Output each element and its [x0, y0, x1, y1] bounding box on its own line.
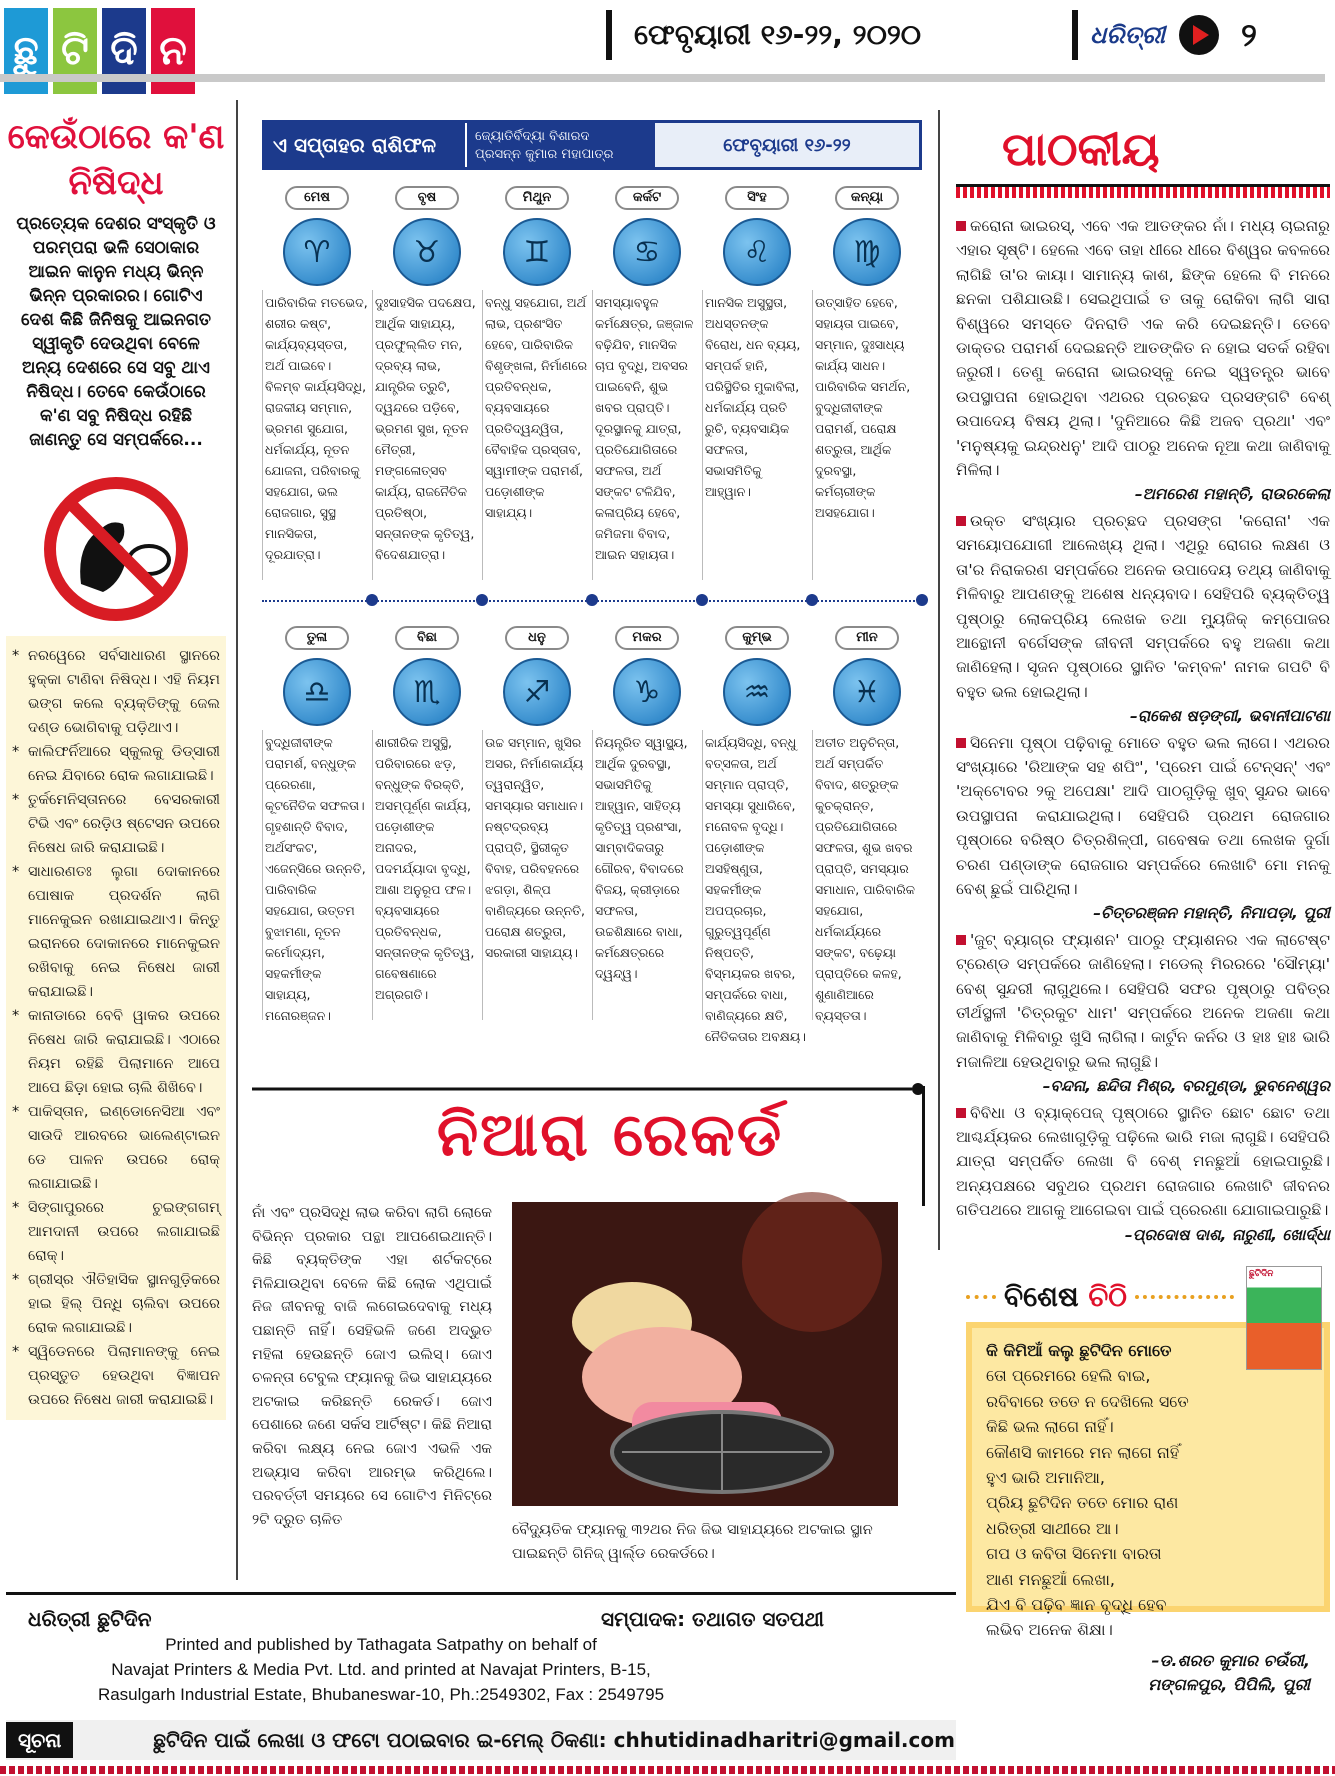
horoscope-section [262, 120, 922, 1080]
divider-dot [806, 594, 818, 606]
thumbnail-label: ଛୁଟିଦିନ [1249, 1269, 1274, 1279]
logo-tile-2: ଟି [53, 8, 97, 94]
poem-line: ପ୍ରିୟ ଛୁଟିଦିନ ତତେ ମୋର ରାଣ [986, 1493, 1179, 1513]
sign-name: ସିଂହ [725, 186, 789, 210]
sign-6 [812, 182, 922, 580]
sign-prediction: ନିୟନ୍ତ୍ରିତ ସ୍ୱାସ୍ଥ୍ୟ, ଆର୍ଥିକ ଦୁରବସ୍ଥା, ସଭାସମିତିକୁ ଆହ୍ୱାନ, ସାହିତ୍ୟ କୃତିତ୍ୱ ପ୍ରଶଂସା, ସାମ୍ବାଦିକତାରୁ ଗୌରବ, ବିବାଦରେ ବିଜୟ, କ୍ରୀଡ଼ାରେ ସଫଳତା, ଉଚ୍ଚଶିକ୍ଷାରେ ବାଧା, କର୍ମକ୍ଷେତ୍ରରେ ଦ୍ୱନ୍ଦ୍ୱ। [592, 730, 702, 1020]
sign-2 [372, 182, 482, 580]
sign-name: କୁମ୍ଭ [725, 626, 789, 650]
sign-name: ବୃଷ [395, 186, 459, 210]
letter-text: ବିବିଧା ଓ ବ୍ୟାକ୍‌ପେଜ୍ ପୃଷ୍ଠାରେ ସ୍ଥାନିତ ଛୋଟ ଛୋଟ ତଥା ଆଶ୍ଚର୍ଯ୍ୟକର ଲେଖାଗୁଡ଼ିକୁ ପଢ଼ିଲେ ଭାରି ମଜା ଲାଗୁଛି। ସେହିପରି ଯାତ୍ରା ସମ୍ପର୍କିତ ଲେଖା ବି ବେଶ୍ ମନଛୁଆଁ ହୋଇପାରୁଛି। ଅନ୍ୟପକ୍ଷରେ ସବୁଥର ପ୍ରଥମ ରୋଜଗାର ଲେଖାଟି ଜୀବନର ଗତିପଥରେ ଆଗକୁ ଆଗେଇବା ପାଇଁ ପ୍ରେରଣା ଯୋଗାଇପାରୁଛି। [956, 1103, 1330, 1220]
sign-7 [262, 622, 372, 1023]
sig-line-1: –ଡ.ଶରତ କୁମାର ଚଉଁରୀ, [1151, 1650, 1310, 1670]
letter [956, 214, 1330, 507]
sign-10 [592, 622, 702, 1020]
record-caption: ବୈଦ୍ୟୁତିକ ଫ୍ୟାନକୁ ୩୨ଥର ନିଜ ଜିଭ ସାହାଯ୍ୟରେ ଅଟକାଇ ସ୍ଥାନ ପାଇଛନ୍ତି ଗିନିଜ୍ ୱାର୍ଲ୍ଡ ରେକର୍ଡରେ। [512, 1522, 873, 1562]
horoscope-author [465, 123, 655, 167]
sign-name: ମେଷ [285, 186, 349, 210]
poem [986, 1338, 1310, 1643]
list-item: * ତୁର୍କମେନିସ୍ତାନରେ ବେସରକାରୀ ଟିଭି ଏବଂ ରେଡ଼ିଓ ଷ୍ଟେସନ ଉପରେ ନିଷେଧ ଜାରି କରାଯାଇଛି। [12, 788, 220, 860]
record-frame-right [922, 1086, 925, 1206]
poem-line: କିଛି ଭଲ ଲାଗେ ନାହିଁ। [986, 1417, 1114, 1437]
title-a: ବିଶେଷ [1004, 1280, 1079, 1313]
sign-name: ବିଛା [395, 626, 459, 650]
poem-signature [986, 1649, 1310, 1697]
zodiac-icon: ♉ [393, 218, 461, 286]
zodiac-icon: ♋ [613, 218, 681, 286]
sign-name: ତୁଳା [285, 626, 349, 650]
title-b: ଚିଠି [1088, 1280, 1127, 1313]
logo-tile-4: ନ [151, 8, 195, 94]
print-line: Printed and published by Tathagata Satpathy on behalf of [165, 1635, 597, 1654]
list-item: * ସ୍ୱିଡେନରେ ପିଲାମାନଙ୍କୁ ନେଇ ପ୍ରସ୍ତୁତ ହେଉଥିବା ବିଜ୍ଞାପନ ଉପରେ ନିଷେଧ ଜାରୀ କରାଯାଇଛି। [12, 1340, 220, 1412]
list-item: * ନରୱେରେ ସର୍ବସାଧାରଣ ସ୍ଥାନରେ ହୁକ୍କା ଟାଣିବା ନିଷିଦ୍ଧ। ଏହି ନିୟମ ଭଙ୍ଗ କଲେ ବ୍ୟକ୍ତିଙ୍କୁ ଜେଲ ଦଣ୍ଡ ଭୋଗିବାକୁ ପଡ଼ିଥାଏ। [12, 644, 220, 740]
sign-4 [592, 182, 702, 580]
zodiac-icon: ♍ [833, 218, 901, 286]
left-column [6, 100, 226, 1578]
dotted-divider [262, 588, 922, 614]
horoscope-title: ଏ ସପ୍ତାହର ରାଶିଫଳ [265, 123, 465, 167]
imprint [6, 1592, 956, 1704]
list-item: * ଗ୍ରୀସ୍‌ର ଐତିହାସିକ ସ୍ଥାନଗୁଡ଼ିକରେ ହାଇ ହିଲ୍ ପିନ୍ଧି ଚାଲିବା ଉପରେ ରୋକ ଲଗାଯାଇଛି। [12, 1268, 220, 1340]
sign-prediction: ଉଚ୍ଚ ସମ୍ମାନ, ଖୁସିର ଅସର, ନିର୍ମାଣକାର୍ଯ୍ୟ ତ୍ୱରାନ୍ୱିତ, ସମସ୍ୟାର ସମାଧାନ। ନଷ୍ଟଦ୍ରବ୍ୟ ପ୍ରାପ୍ତି, ସ୍ଥିରୀକୃତ ବିବାହ, ପରିବହନରେ ଝଗଡ଼ା, ଶିଳ୍ପ ବାଣିଜ୍ୟରେ ଉନ୍ନତି, ପରୋକ୍ଷ ଶତ୍ରୁତା, ସରକାରୀ ସାହାଯ୍ୟ। [482, 730, 592, 1020]
letter-signature: –ରାକେଶ ଷଡ଼ଙ୍ଗୀ, ଭବାନୀପାଟଣା [1129, 707, 1330, 726]
sign-prediction: ପାରିବାରିକ ମତଭେଦ, ଶରୀର କଷ୍ଟ, କାର୍ଯ୍ୟବ୍ୟସ୍ତତା, ଅର୍ଥ ପାଇବେ। ବିଳମ୍ବ କାର୍ଯ୍ୟସିଦ୍ଧି, ରାଜକୀୟ ସମ୍ମାନ, ଭ୍ରମଣ ସୁଯୋଗ, ଧର୍ମକାର୍ଯ୍ୟ, ନୂତନ ଯୋଜନା, ପରିବାରକୁ ସହଯୋଗ, ଭଲ ରୋଜଗାର, ସୁସ୍ଥ ମାନସିକତା, ଦୂରଯାତ୍ରା। [262, 290, 372, 580]
letter-signature: –ଚିତ୍ତରଞ୍ଜନ ମହାନ୍ତି, ନିମାପଡ଼ା, ପୁରୀ [1093, 904, 1330, 923]
sign-9 [482, 622, 592, 1020]
print-line: Rasulgarh Industrial Estate, Bhubaneswar-10, Ph.:2549302, Fax : 2549795 [97, 1685, 665, 1704]
magazine-thumbnail [1246, 1266, 1322, 1370]
notice-bar [6, 1720, 956, 1760]
zodiac-icon: ♊ [503, 218, 571, 286]
page-number: ୨ [1240, 15, 1257, 54]
zodiac-icon: ♎ [283, 658, 351, 726]
record-photo [512, 1202, 898, 1506]
sign-3 [482, 182, 592, 580]
list-item: * ପାକିସ୍ତାନ, ଇଣ୍ଡୋନେସିଆ ଏବଂ ସାଉଦି ଆରବରେ ଭାଲେଣ୍ଟାଇନ ଡେ ପାଳନ ଉପରେ ରୋକ୍ ଲଗାଯାଇଛି। [12, 1100, 220, 1196]
pathak-headline: ପାଠକୀୟ [1002, 122, 1160, 176]
print-line: Navajat Printers & Media Pvt. Ltd. and printed at Navajat Printers, B-15, [111, 1660, 651, 1679]
letter [956, 509, 1330, 729]
zodiac-icon: ♑ [613, 658, 681, 726]
horoscope-dates: ଫେବୃୟାରୀ ୧୬-୨୨ [655, 123, 919, 167]
sign-11 [702, 622, 812, 1044]
sign-prediction: ଅତୀତ ଅନୁଚିନ୍ତା, ଅର୍ଥ ସମ୍ପର୍କିତ ବିବାଦ, ଶତ୍ରୁଙ୍କ କୁଚକ୍ରାନ୍ତ, ପ୍ରତିଯୋଗିତାରେ ସଫଳତା, ଶୁଭ ଖବର ପ୍ରାପ୍ତି, ସମସ୍ୟାର ସମାଧାନ, ପାରିବାରିକ ସହଯୋଗ, ଧର୍ମକାର୍ଯ୍ୟରେ ସଙ୍କଟ, ବଢ଼େୟା ପ୍ରାପ୍ତିରେ କଳହ, ଶୁଣାଣିଆରେ ବ୍ୟସ୍ତତା। [812, 730, 922, 1020]
letter-text: ସିନେମା ପୃଷ୍ଠା ପଢ଼ିବାକୁ ମୋତେ ବହୁତ ଭଲ ଲାଗେ। ଏଥରର ସଂଖ୍ୟାରେ 'ରିଆଙ୍କ ସହ ଶପିଂ', 'ପ୍ରେମ ପାଇଁ ଟେନ୍‌ସନ୍' ଏବଂ 'ଅକ୍ଟୋବର ୨କୁ ଅପେକ୍ଷା' ଆଦି ପାଠଗୁଡ଼ିକୁ ଖୁବ୍ ସୁନ୍ଦର ଭାବେ ଉପସ୍ଥାପନା କରାଯାଇଥିଲା। ସେହିପରି ପ୍ରଥମ ରୋଜଗାର ପୃଷ୍ଠାରେ ବରିଷ୍ଠ ଚିତ୍ରଶିଳ୍ପୀ, ଗବେଷକ ତଥା ଲେଖକ ଦୁର୍ଗା ଚରଣ ପଣ୍ଡାଙ୍କ ରୋଜଗାର ସମ୍ପର୍କରେ ଲେଖାଟି ମୋ ମନକୁ ବେଶ୍ ଛୁଇଁ ପାରିଥିଲା। [956, 733, 1330, 898]
special-letter [966, 1269, 1330, 1694]
notice-label: ସୂଚନା [6, 1722, 73, 1758]
sign-prediction: ବୁଦ୍ଧିଜୀବୀଙ୍କ ପରାମର୍ଶ, ବନ୍ଧୁଙ୍କ ପ୍ରେରଣା, କୂଟନୈତିକ ସଫଳତା। ଗୃହଶାନ୍ତି ବିବାଦ, ଅର୍ଥସଂକଟ, ଏଜେନ୍ସିରେ ଉନ୍ନତି, ପାରିବାରିକ ସହଯୋଗ, ଉତ୍ତମ ବୁଝାମଣା, ନୂତନ କର୍ମୋଦ୍ୟମ, ସହକର୍ମୀଙ୍କ ସାହାଯ୍ୟ, ମନୋରଞ୍ଜନ। [262, 730, 372, 1020]
sign-prediction: ବନ୍ଧୁ ସହଯୋଗ, ଅର୍ଥ ଲାଭ, ପ୍ରଶଂସିତ ହେବେ, ପାରିବାରିକ ବିଶୃଙ୍ଖଳା, ନିର୍ମାଣରେ ପ୍ରତିବନ୍ଧକ, ବ୍ୟବସାୟରେ ପ୍ରତିଦ୍ୱନ୍ଦ୍ୱିତା, ବୈବାହିକ ପ୍ରସ୍ତାବ, ସ୍ୱାମୀଙ୍କ ପରାମର୍ଶ, ପଡ଼ୋଶୀଙ୍କ ସାହାଯ୍ୟ। [482, 290, 592, 580]
column-divider [236, 100, 238, 1580]
sign-name: କର୍କଟ [615, 186, 679, 210]
horoscope-header [262, 120, 922, 170]
pathak-rule [956, 184, 1330, 198]
letter-signature: –ବନ୍ଦନା, ଛନ୍ଦିତା ମିଶ୍ର, ବରମୁଣ୍ଡା, ଭୁବନେଶ୍ୱର [1042, 1077, 1330, 1096]
sign-12 [812, 622, 922, 1023]
poem-line: ଆଣ ମନଛୁଆଁ ଲେଖା, [986, 1569, 1116, 1589]
divider-dot [476, 594, 488, 606]
author-line-2: ପ୍ରସନ୍ନ କୁମାର ମହାପାତ୍ର [475, 147, 614, 162]
bottom-rule [0, 1766, 1335, 1774]
record-frame [252, 1080, 928, 1092]
sign-row-1 [262, 182, 922, 580]
brand-block [1072, 10, 1332, 60]
list-item: * ସାଧାରଣତଃ ଲୁଗା ଦୋକାନରେ ପୋଷାକ ପ୍ରଦର୍ଶନ ଲାଗି ମାନେକୁଇନ ରଖାଯାଇଥାଏ। କିନ୍ତୁ ଇରାନରେ ଦୋକାନରେ ମାନେକୁଇନ ରଖିବାକୁ ନେଇ ନିଷେଧ ଜାରୀ କରାଯାଇଛି। [12, 860, 220, 1004]
sign-name: ମିଥୁନ [505, 186, 569, 210]
divider-dot [916, 594, 928, 606]
list-item: * କାନାଡାରେ ବେବି ୱାକର ଉପରେ ନିଷେଧ ଜାରି କରାଯାଇଛି। ଏଠାରେ ନିୟମ ରହିଛି ପିଲାମାନେ ଆପେ ଆପେ ଛିଡ଼ା ହୋଇ ଚାଲି ଶିଖିବେ। [12, 1004, 220, 1100]
zodiac-icon: ♓ [833, 658, 901, 726]
letters-list [956, 214, 1330, 1247]
sign-prediction: ଉତ୍ସାହିତ ହେବେ, ସହାୟତା ପାଇବେ, ସମ୍ମାନ, ଦୁଃସାଧ୍ୟ କାର୍ଯ୍ୟ ସାଧନ। ପାରିବାରିକ ସମର୍ଥନ, ବୁଦ୍ଧିଜୀବୀଙ୍କ ପରାମର୍ଶ, ପରୋକ୍ଷ ଶତ୍ରୁତା, ଆର୍ଥିକ ଦୁରବସ୍ଥା, କର୍ମଚାରୀଙ୍କ ଅସହଯୋଗ। [812, 290, 922, 580]
poem-line: ତୋ ପ୍ରେମରେ ହେଲି ବାଇ, [986, 1366, 1151, 1386]
poem-line: କି କିମିଆଁ କଲୁ ଛୁଟିଦିନ ମୋତେ [986, 1341, 1172, 1360]
letter-text: 'ଜୁଟ୍ ବ୍ୟାଗ୍‌ର ଫ୍ୟାଶନ' ପାଠରୁ ଫ୍ୟାଶନର ଏକ ଲାଟେଷ୍ଟ ଟ୍ରେଣ୍ଡ ସମ୍ପର୍କରେ ଜାଣିହେଲା। ମଡେଲ୍ ମିରରରେ 'ସୌମ୍ୟା' ବେଶ୍ ସୁନ୍ଦରୀ ଲାଗୁଥିଲେ। ସେହିପରି ସଫର ପୃଷ୍ଠାରୁ ପବିତ୍ର ତୀର୍ଥସ୍ଥଳୀ 'ଚିତ୍ରକୁଟ ଧାମ' ସମ୍ପର୍କରେ ଅନେକ ଅଜଣା କଥା ଜାଣିବାକୁ ମିଳିବାରୁ ଖୁସି ଲାଗିଲା। କାର୍ଟୁନ କର୍ନର ଓ ହାଃ ହାଃ ଭାରି ମଜାଳିଆ ହେଉଥିବାରୁ ଭଲ ଲାଗୁଛି। [956, 930, 1330, 1071]
sign-prediction: ଦୁଃସାହସିକ ପଦକ୍ଷେପ, ଆର୍ଥିକ ସାହାଯ୍ୟ, ପ୍ରଫୁଲ୍ଲିତ ମନ, ଦ୍ରବ୍ୟ ଲାଭ, ଯାନ୍ତ୍ରିକ ତ୍ରୁଟି, ଦ୍ୱନ୍ଦରେ ପଡ଼ିବେ, ଭ୍ରମଣ ସୁଖ, ନୂତନ ମୈତ୍ରୀ, ମଙ୍ଗଳୋତ୍ସବ କାର୍ଯ୍ୟ, ରାଜନୈତିକ ପ୍ରତିଷ୍ଠା, ସନ୍ତାନଙ୍କ କୃତିତ୍ୱ, ବିଦେଶଯାତ୍ରା। [372, 290, 482, 580]
sign-prediction: ମାନସିକ ଅସୁସ୍ଥତା, ଅଧସ୍ତନଙ୍କ ବିରୋଧ, ଧନ ବ୍ୟୟ, ସମ୍ପର୍କ ହାନି, ପରିସ୍ଥିତିର ମୁକାବିଲା, ଧର୍ମକାର୍ଯ୍ୟ ପ୍ରତି ରୁଚି, ବ୍ୟବସାୟିକ ସଫଳତା, ସଭାସମିତିକୁ ଆହ୍ୱାନ। [702, 290, 812, 580]
list-item: * ସିଙ୍ଗାପୁରରେ ଚୁଇଙ୍ଗଗମ୍ ଆମଦାନୀ ଉପରେ ଲଗାଯାଇଛି ରୋକ୍। [12, 1196, 220, 1268]
brand-name: ଧରିତ୍ରୀ [1090, 21, 1165, 49]
special-letter-title [996, 1280, 1135, 1314]
poem-line: କୌଣସି କାମରେ ମନ ଲାଗେ ନାହିଁ [986, 1442, 1180, 1462]
top-rule [0, 74, 1325, 82]
divider-dot [366, 594, 378, 606]
sign-8 [372, 622, 482, 1020]
editor-name: ସମ୍ପାଦକ: ତଥାଗତ ସତପଥୀ [601, 1607, 824, 1631]
list-item: * କାଲିଫର୍ନିଆରେ ସ୍କୁଲକୁ ଡିଡ୍‌ସାରୀ ନେଇ ଯିବାରେ ରୋକ ଲଗାଯାଇଛି। [12, 740, 220, 788]
play-icon [1179, 15, 1219, 55]
sign-prediction: କାର୍ଯ୍ୟସିଦ୍ଧି, ବନ୍ଧୁ ବତ୍ସଳତା, ଅର୍ଥ ସମ୍ମାନ ପ୍ରାପ୍ତି, ସମସ୍ୟା ସୁଧାରିବେ, ମନୋବଳ ବୃଦ୍ଧି। ପଡ଼ୋଶୀଙ୍କ ଅସହିଷ୍ଣୁତା, ସହକର୍ମୀଙ୍କ ଅପପ୍ରଚାର, ଗୁରୁତ୍ୱପୂର୍ଣ୍ଣ ନିଷ୍ପତ୍ତି, ବିସ୍ମୟକର ଖବର, ସମ୍ପର୍କରେ ବାଧା, ବାଣିଜ୍ୟରେ କ୍ଷତି, ନୈତିକତାର ଅବକ୍ଷୟ। [702, 730, 812, 1020]
letter [956, 731, 1330, 926]
zodiac-icon: ♈ [283, 218, 351, 286]
record-body: ନାଁ ଏବଂ ପ୍ରସିଦ୍ଧି ଲାଭ କରିବା ଲାଗି ଲୋକେ ବିଭିନ୍ନ ପ୍ରକାର ପନ୍ଥା ଆପଣେଇଥାନ୍ତି। କିଛି ବ୍ୟକ୍ତିଙ୍କ ଏହା ଶର୍ଟକଟ୍‌ରେ ମିଳିଯାଉଥିବା ବେଳେ କିଛି ଲୋକ ଏଥିପାଇଁ ନିଜ ଜୀବନକୁ ବାଜି ଲଗେଇଦେବାକୁ ମଧ୍ୟ ପଛାନ୍ତି ନାହିଁ। ସେହିଭଳି ଜଣେ ଅଦ୍ଭୁତ ମହିଳା ହେଉଛନ୍ତି ଜୋଏ ଇଲିସ୍। ଜୋଏ ଚଳନ୍ତା ଟେବୁଲ ଫ୍ୟାନକୁ ଜିଭ ସାହାଯ୍ୟରେ ଅଟକାଇ କରିଛନ୍ତି ରେକର୍ଡ। ଜୋଏ ପେଶାରେ ଜଣେ ସର୍କସ ଆର୍ଟିଷ୍ଟ। କିଛି ନିଆରା କରିବା ଲକ୍ଷ୍ୟ ନେଇ ଜୋଏ ଏଭଳି ଏକ ଅଭ୍ୟାସ କରିବା ଆରମ୍ଭ କରିଥିଲେ। ପରବର୍ତ୍ତୀ ସମୟରେ ସେ ଗୋଟିଏ ମିନିଟ୍‌ରେ ୨ଟି ଦ୍ରୁତ ଚାଳିତ [252, 1205, 492, 1528]
sign-name: ଧନୁ [505, 626, 569, 650]
zodiac-icon: ♐ [503, 658, 571, 726]
sign-name: ମକର [615, 626, 679, 650]
letter-text: ଉକ୍ତ ସଂଖ୍ୟାର ପ୍ରଚ୍ଛଦ ପ୍ରସଙ୍ଗ 'କରୋନା' ଏକ ସମୟୋପଯୋଗୀ ଆଲେଖ୍ୟ ଥିଲା। ଏଥିରୁ ରୋଗର ଲକ୍ଷଣ ଓ ତା'ର ନିରାକରଣ ସମ୍ପର୍କରେ ଅନେକ ଉପାଦେୟ ତଥ୍ୟ ଜାଣିବାକୁ ମିଳିବାରୁ ଆପଣଙ୍କୁ ଅଶେଷ ଧନ୍ୟବାଦ। ସେହିପରି ବ୍ୟକ୍ତିତ୍ୱ ପୃଷ୍ଠାରୁ ଲୋକପ୍ରିୟ ଲେଖକ ତଥା ମ୍ୟୁଜିକ୍ କମ୍ପୋଜର ଆନ୍ଥୋନୀ ବର୍ଗେସଙ୍କ ଜୀବନୀ ସମ୍ପର୍କରେ ବହୁ ଅଜଣା କଥା ଜାଣିହେଲା। ସୃଜନ ପୃଷ୍ଠାରେ ସ୍ଥାନିତ 'କମ୍ବଳ' ନାମକ ଗପଟି ବି ବହୁତ ଭଲ ହୋଇଥିଲା। [956, 511, 1330, 701]
letter-text: କରୋନା ଭାଇରସ୍, ଏବେ ଏକ ଆତଙ୍କର ନାଁ। ମଧ୍ୟ ଚାଇନାରୁ ଏହାର ସୃଷ୍ଟି। ହେଲେ ଏବେ ତାହା ଧୀରେ ଧୀରେ ବିଶ୍ୱର କବଳରେ ଲାଗିଛି ତା'ର କାୟା। ସାମାନ୍ୟ କାଶ, ଛିଙ୍କ ହେଲେ ବି ମନରେ ଛନକା ପଶିଯାଉଛି। ସେଇଥିପାଇଁ ତ ତାକୁ ରୋକିବା ଲାଗି ସାରା ବିଶ୍ୱରେ ସମସ୍ତେ ଦିନରାତି ଏକ କରି ଦେଇଛନ୍ତି। ତେବେ ଡାକ୍ତର ପରାମର୍ଶ ଦେଇଛନ୍ତି ଆତଙ୍କିତ ନ ହୋଇ ସତର୍କ ରହିବା ଜରୁରୀ। ତେଣୁ କରୋନା ଭାଇରସ୍‌କୁ ନେଇ ସ୍ୱତନ୍ତ୍ର ଭାବେ ଉପସ୍ଥାପନା ହୋଇଥିବା ଏଥରର ପ୍ରଚ୍ଛଦ ପ୍ରସଙ୍ଗଟି ବେଶ୍ ଉପାଦେୟ ବିଷୟ ଥିଲା। 'ଦୁନିଆରେ କିଛି ଅଜବ ପ୍ରଥା' ଏବଂ 'ମନୁଷ୍ୟକୁ ଇନ୍ଦ୍ରଧନୁ' ଆଦି ପାଠରୁ ଅନେକ ନୂଆ କଥା ଜାଣିବାକୁ ମିଳିଲା। [956, 217, 1330, 480]
left-headline: କେଉଁଠାରେ କ'ଣ ନିଷିଦ୍ଧ [7, 117, 225, 203]
letters-column [956, 114, 1330, 1249]
letter [956, 928, 1330, 1099]
banned-list [6, 636, 226, 1420]
record-headline: ନିଆରା ରେକର୍ଡ [436, 1100, 784, 1170]
column-divider [938, 110, 940, 1250]
zodiac-icon: ♒ [723, 658, 791, 726]
sign-prediction: ସମସ୍ୟାବହୁଳ କର୍ମକ୍ଷେତ୍ର, ଜଞ୍ଜାଳ ବଢ଼ିଯିବ, ମାନସିକ ଚାପ ବୃଦ୍ଧି, ଅବସର ପାଇବେନି, ଶୁଭ ଖବର ପ୍ରାପ୍ତି। ଦୂରସ୍ଥାନକୁ ଯାତ୍ରା, ପ୍ରତିଯୋଗିତାରେ ସଫଳତା, ଅର୍ଥ ସଙ୍କଟ ଟଳିଯିବ, କଳାପ୍ରିୟ ହେବେ, ଜମିଜମା ବିବାଦ, ଆଇନ ସହାୟତା। [592, 290, 702, 580]
divider-dot [586, 594, 598, 606]
poem-line: ଯିଏ ବି ପଢ଼ିବ ଜ୍ଞାନ ବୃଦ୍ଧି ହେବ [986, 1595, 1167, 1615]
divider-dot [696, 594, 708, 606]
letter [956, 1101, 1330, 1247]
sign-row-2 [262, 622, 922, 1044]
sign-5 [702, 182, 812, 580]
notice-email[interactable]: ଛୁଟିଦିନ ପାଇଁ ଲେଖା ଓ ଫଟୋ ପଠାଇବାର ଇ-ମେଲ୍ ଠିକଣା: chhutidinadharitri@gmail.com [153, 1728, 955, 1752]
paper-name: ଧରିତ୍ରୀ ଛୁଟିଦିନ [28, 1607, 152, 1631]
left-intro: ପ୍ରତ୍ୟେକ ଦେଶର ସଂସ୍କୃତି ଓ ପରମ୍ପରା ଭଳି ସେଠାକାର ଆଇନ କାନୁନ ମଧ୍ୟ ଭିନ୍ନ ଭିନ୍ନ ପ୍ରକାରର। ଗୋଟିଏ ଦେଶ କିଛି ଜିନିଷକୁ ଆଇନଗତ ସ୍ୱୀକୃତି ଦେଉଥିବା ବେଳେ ଅନ୍ୟ ଦେଶରେ ସେ ସବୁ ଥାଏ ନିଷିଦ୍ଧ। ତେବେ କେଉଁଠାରେ କ'ଣ ସବୁ ନିଷିଦ୍ଧ ରହିଛି ଜାଣନ୍ତୁ ସେ ସମ୍ପର୍କରେ... [16, 214, 216, 450]
logo-tile-1: ଛୁ [4, 8, 48, 94]
poem-line: ଧରିତ୍ରୀ ସାଥୀରେ ଆ। [986, 1518, 1119, 1538]
poem-line: ରବିବାରେ ତତେ ନ ଦେଖିଲେ ସତେ [986, 1391, 1189, 1411]
sign-name: ମୀନ [835, 626, 899, 650]
issue-date: ଫେବୃୟାରୀ ୧୬-୨୨, ୨୦୨୦ [606, 10, 966, 60]
author-line-1: ଜ୍ୟୋତିର୍ବିଦ୍ୟା ବିଶାରଦ [475, 129, 590, 144]
sig-line-2: ମଙ୍ଗଳପୁର, ପିପିଲି, ପୁରୀ [1148, 1674, 1310, 1694]
zodiac-icon: ♌ [723, 218, 791, 286]
poem-line: ଲଭିବ ଅନେକ ଶିକ୍ଷା। [986, 1620, 1113, 1640]
sign-name: କନ୍ୟା [835, 186, 899, 210]
letter-signature: –ଅମରେଶ ମହାନ୍ତି, ରାଉରକେଲା [1134, 485, 1330, 504]
sign-1 [262, 182, 372, 580]
no-hookah-icon [41, 474, 191, 624]
sign-prediction: ଶାରୀରିକ ଅସୁସ୍ଥି, ପରିବାରରେ ଝଡ଼, ବନ୍ଧୁଙ୍କ ବିରକ୍ତି, ଅସମ୍ପୂର୍ଣ୍ଣ କାର୍ଯ୍ୟ, ପଡ଼ୋଶୀଙ୍କ ଅନାଦର, ପଦମର୍ଯ୍ୟାଦା ବୃଦ୍ଧି, ଆଶା ଅନୁରୂପ ଫଳ। ବ୍ୟବସାୟରେ ପ୍ରତିବନ୍ଧକ, ସନ୍ତାନଙ୍କ କୃତିତ୍ୱ, ଗବେଷଣାରେ ଅଗ୍ରଗତି। [372, 730, 482, 1020]
zodiac-icon: ♏ [393, 658, 461, 726]
letter-signature: –ପ୍ରଦୋଷ ଦାଶ, ନାରୁଣୀ, ଖୋର୍ଦ୍ଧା [1124, 1225, 1330, 1244]
logo-tile-3: ଦି [102, 8, 146, 94]
poem-line: ଗପ ଓ କବିତା ସିନେମା ବାରତା [986, 1544, 1162, 1564]
poem-line: ହୁଏ ଭାରି ଅମାନିଆ, [986, 1468, 1105, 1488]
